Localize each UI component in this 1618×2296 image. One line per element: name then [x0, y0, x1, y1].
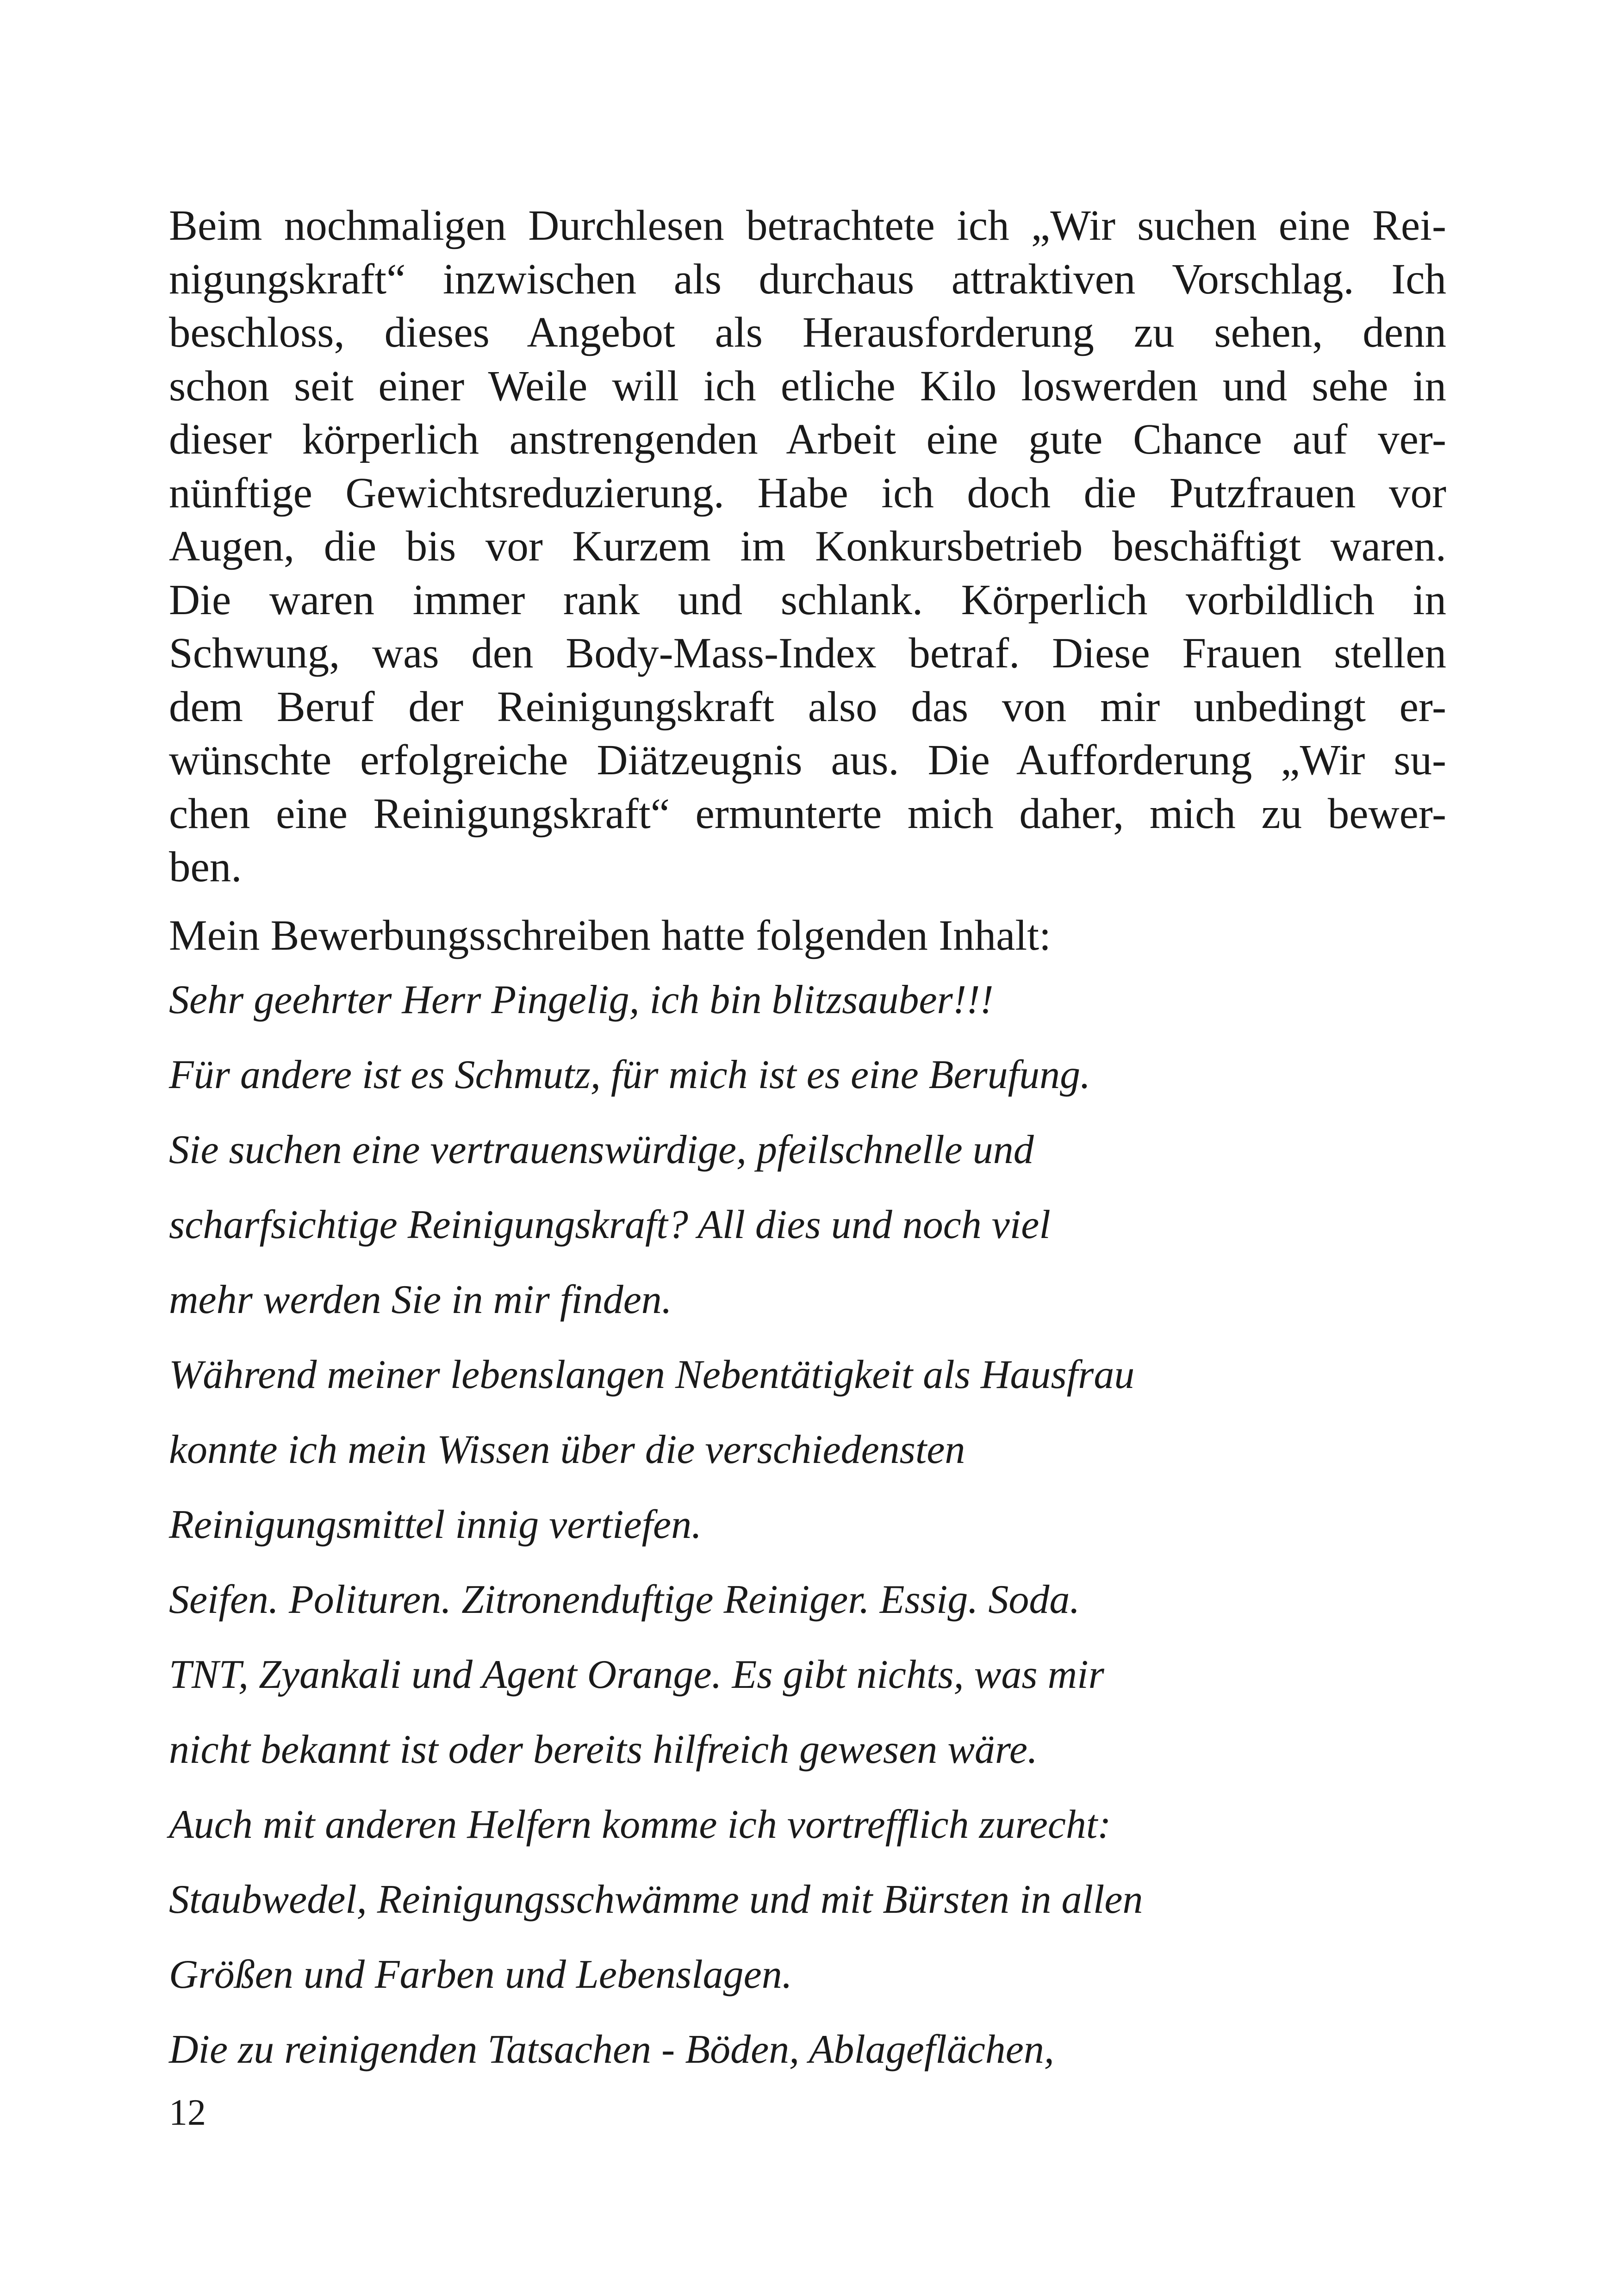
paragraph-line: dieser körperlich anstrengenden Arbeit eine gute Chance auf ver- — [169, 416, 1446, 463]
paragraph-line: chen eine Reinigungskraft“ ermunterte mich daher, mich zu bewer- — [169, 790, 1446, 838]
letter-line: Seifen. Polituren. Zitronenduftige Reiniger. Essig. Soda. — [169, 1577, 1080, 1622]
letter-line: Reinigungsmittel innig vertiefen. — [169, 1502, 702, 1547]
letter-line: nicht bekannt ist oder bereits hilfreich gewesen wäre. — [169, 1727, 1038, 1772]
letter-line: mehr werden Sie in mir finden. — [169, 1277, 672, 1322]
page-number: 12 — [169, 2092, 206, 2133]
paragraph-line: Augen, die bis vor Kurzem im Konkursbetrieb beschäftigt waren. — [169, 523, 1446, 570]
letter-line: TNT, Zyankali und Agent Orange. Es gibt nichts, was mir — [169, 1652, 1104, 1697]
letter-line: scharfsichtige Reinigungskraft? All dies und noch viel — [169, 1202, 1051, 1247]
letter-line: Für andere ist es Schmutz, für mich ist es eine Berufung. — [169, 1052, 1091, 1097]
paragraph-line: Schwung, was den Body-Mass-Index betraf. Diese Frauen stellen — [169, 629, 1446, 677]
paragraph-line: beschloss, dieses Angebot als Herausforderung zu sehen, denn — [169, 309, 1446, 356]
paragraph-1 — [169, 199, 1446, 894]
intro-line: Mein Bewerbungsschreiben hatte folgenden Inhalt: — [169, 911, 1051, 959]
letter-line: Die zu reinigenden Tatsachen - Böden, Ablageflächen, — [169, 2027, 1054, 2072]
letter-line: Sie suchen eine vertrauenswürdige, pfeilschnelle und — [169, 1127, 1034, 1172]
letter-line: Größen und Farben und Lebenslagen. — [169, 1952, 792, 1997]
paragraph-line: nünftige Gewichtsreduzierung. Habe ich doch die Putzfrauen vor — [169, 469, 1446, 517]
letter-quote — [169, 963, 1446, 2087]
letter-line: Sehr geehrter Herr Pingelig, ich bin blitzsauber!!! — [169, 977, 994, 1022]
letter-line: Während meiner lebenslangen Nebentätigkeit als Hausfrau — [169, 1352, 1135, 1397]
paragraph-line: schon seit einer Weile will ich etliche Kilo loswerden und sehe in — [169, 362, 1446, 410]
paragraph-line: ben. — [169, 843, 242, 891]
paragraph-line: Die waren immer rank und schlank. Körperlich vorbildlich in — [169, 576, 1446, 624]
paragraph-line: dem Beruf der Reinigungskraft also das von mir unbedingt er- — [169, 683, 1446, 731]
body-text — [169, 199, 1446, 962]
paragraph-line: wünschte erfolgreiche Diätzeugnis aus. Die Aufforderung „Wir su- — [169, 736, 1446, 784]
letter-line: konnte ich mein Wissen über die verschiedensten — [169, 1427, 965, 1472]
paragraph-line: Beim nochmaligen Durchlesen betrachtete ich „Wir suchen eine Rei- — [169, 202, 1446, 249]
letter-line: Auch mit anderen Helfern komme ich vortrefflich zurecht: — [169, 1802, 1111, 1847]
letter-line: Staubwedel, Reinigungsschwämme und mit Bürsten in allen — [169, 1877, 1143, 1922]
paragraph-line: nigungskraft“ inzwischen als durchaus attraktiven Vorschlag. Ich — [169, 255, 1446, 303]
